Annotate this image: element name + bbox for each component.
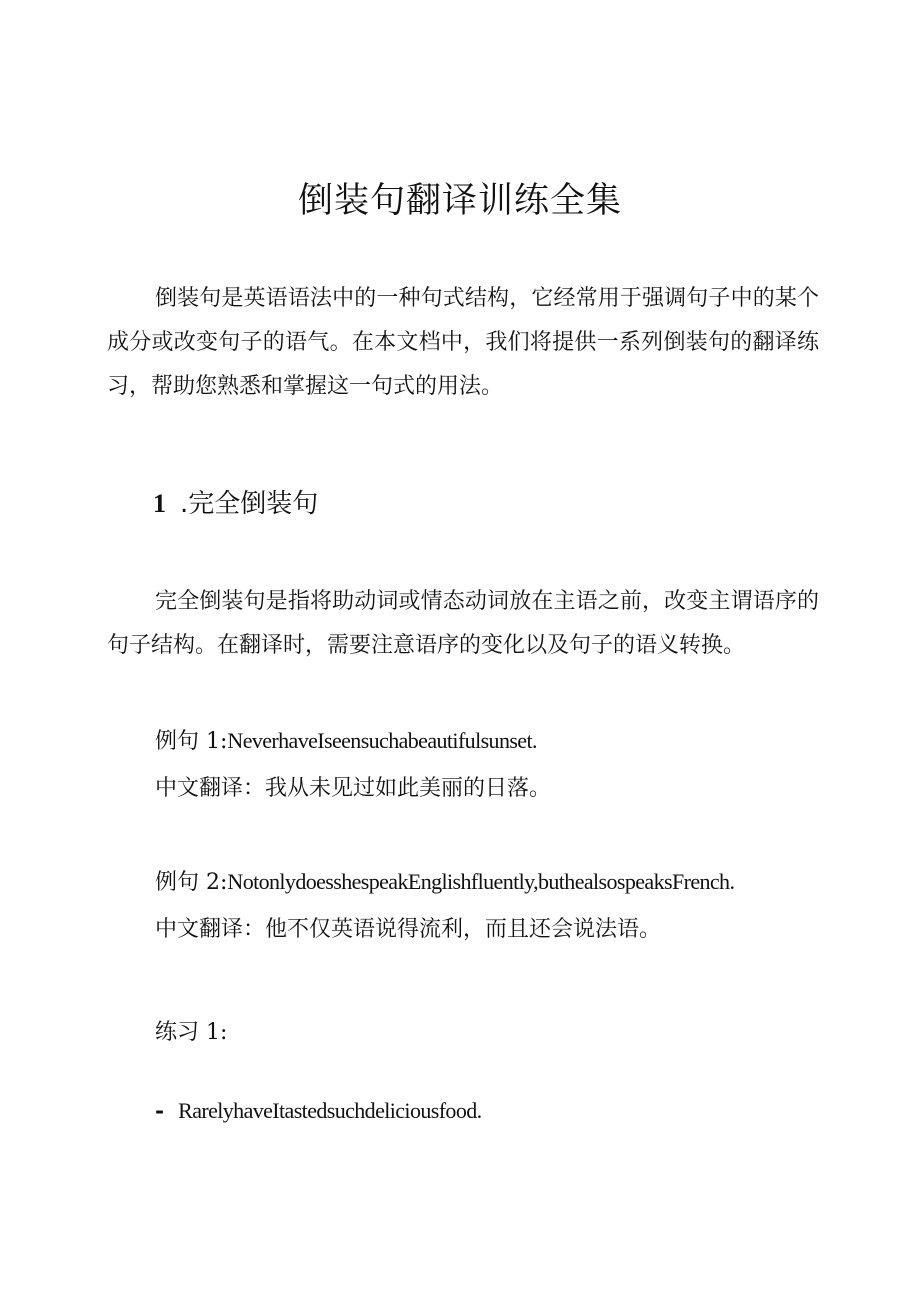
example-1-prefix: 例句 1: bbox=[155, 729, 228, 754]
section-description: 完全倒装句是指将助动词或情态动词放在主语之前，改变主谓语序的句子结构。在翻译时，需要注意语序的变化以及句子的语义转换。 bbox=[107, 589, 819, 658]
example-1-translation-label: 中文翻译： bbox=[155, 776, 266, 801]
document-title: 倒装句翻译训练全集 bbox=[297, 181, 622, 221]
example-2-translation-label: 中文翻译： bbox=[155, 917, 266, 942]
example-2-translation-text: 他不仅英语说得流利，而且还会说法语。 bbox=[265, 917, 662, 942]
example-2-english: NotonlydoesshespeakEnglishfluently,buthealsospeaksFrench. bbox=[227, 869, 735, 894]
example-1-sentence bbox=[155, 723, 537, 760]
section-heading bbox=[153, 482, 318, 526]
section-number: 1 bbox=[153, 489, 166, 518]
example-1-translation-text: 我从未见过如此美丽的日落。 bbox=[265, 776, 552, 801]
exercise-item-text: RarelyhaveItastedsuchdeliciousfood. bbox=[178, 1098, 482, 1123]
exercise-label: 练习 1: bbox=[155, 1020, 228, 1045]
example-2-prefix: 例句 2: bbox=[155, 870, 228, 895]
intro-paragraph: 倒装句是英语语法中的一种句式结构，它经常用于强调句子中的某个成分或改变句子的语气。在本文档中，我们将提供一系列倒装句的翻译练习，帮助您熟悉和掌握这一句式的用法。 bbox=[107, 286, 819, 399]
section-title: .完全倒装句 bbox=[180, 489, 319, 519]
exercise-item bbox=[155, 1093, 482, 1130]
example-2-sentence bbox=[155, 864, 734, 901]
example-1-english: NeverhaveIseensuchabeautifulsunset. bbox=[227, 728, 537, 753]
example-2-translation bbox=[155, 912, 661, 948]
example-1-translation bbox=[155, 771, 551, 807]
bullet-dash: - bbox=[155, 1098, 165, 1124]
